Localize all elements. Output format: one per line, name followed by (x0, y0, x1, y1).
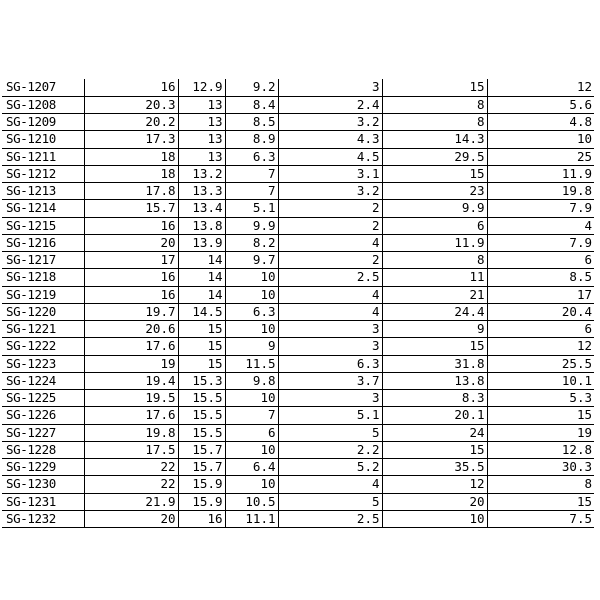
value-cell-1: 19.7 (84, 303, 178, 320)
value-cell-6: 7.9 (487, 200, 594, 217)
value-cell-3: 9.9 (225, 217, 278, 234)
table-row (2, 441, 594, 458)
value-cell-4: 3.2 (278, 114, 382, 131)
value-cell-3: 10 (225, 321, 278, 338)
value-cell-6: 30.3 (487, 459, 594, 476)
value-cell-5: 11 (382, 269, 487, 286)
sample-id-cell: SG-1211 (2, 148, 84, 165)
value-cell-2: 15 (178, 321, 225, 338)
table-row (2, 510, 594, 527)
value-cell-3: 10 (225, 441, 278, 458)
table-row (2, 148, 594, 165)
value-cell-2: 14 (178, 286, 225, 303)
value-cell-1: 17.5 (84, 441, 178, 458)
sample-id-cell: SG-1215 (2, 217, 84, 234)
value-cell-2: 15 (178, 355, 225, 372)
table-row (2, 424, 594, 441)
sample-id-cell: SG-1222 (2, 338, 84, 355)
table-row (2, 459, 594, 476)
table-row (2, 476, 594, 493)
value-cell-4: 3 (278, 321, 382, 338)
value-cell-6: 15 (487, 407, 594, 424)
value-cell-6: 5.6 (487, 96, 594, 113)
value-cell-6: 10.1 (487, 372, 594, 389)
table-row (2, 493, 594, 510)
value-cell-3: 10 (225, 286, 278, 303)
value-cell-3: 8.2 (225, 234, 278, 251)
value-cell-5: 8.3 (382, 390, 487, 407)
value-cell-5: 15 (382, 79, 487, 96)
value-cell-5: 20.1 (382, 407, 487, 424)
value-cell-6: 4.8 (487, 114, 594, 131)
value-cell-4: 6.3 (278, 355, 382, 372)
value-cell-5: 11.9 (382, 234, 487, 251)
value-cell-2: 13.8 (178, 217, 225, 234)
value-cell-5: 8 (382, 252, 487, 269)
value-cell-6: 25 (487, 148, 594, 165)
value-cell-4: 2 (278, 200, 382, 217)
value-cell-4: 5.2 (278, 459, 382, 476)
value-cell-3: 8.4 (225, 96, 278, 113)
value-cell-2: 13.3 (178, 183, 225, 200)
value-cell-6: 12 (487, 338, 594, 355)
value-cell-1: 18 (84, 165, 178, 182)
value-cell-2: 15.7 (178, 441, 225, 458)
sample-id-cell: SG-1218 (2, 269, 84, 286)
value-cell-1: 16 (84, 217, 178, 234)
value-cell-1: 16 (84, 286, 178, 303)
value-cell-6: 8.5 (487, 269, 594, 286)
value-cell-1: 16 (84, 269, 178, 286)
value-cell-6: 15 (487, 493, 594, 510)
value-cell-1: 15.7 (84, 200, 178, 217)
table-row (2, 269, 594, 286)
value-cell-4: 2 (278, 217, 382, 234)
value-cell-1: 20.3 (84, 96, 178, 113)
value-cell-5: 8 (382, 114, 487, 131)
sample-id-cell: SG-1228 (2, 441, 84, 458)
table-row (2, 355, 594, 372)
value-cell-2: 13 (178, 131, 225, 148)
value-cell-4: 4 (278, 476, 382, 493)
value-cell-5: 24.4 (382, 303, 487, 320)
value-cell-1: 17.6 (84, 338, 178, 355)
value-cell-6: 19 (487, 424, 594, 441)
value-cell-1: 16 (84, 79, 178, 96)
value-cell-6: 6 (487, 321, 594, 338)
value-cell-5: 9.9 (382, 200, 487, 217)
value-cell-1: 20.2 (84, 114, 178, 131)
sample-id-cell: SG-1231 (2, 493, 84, 510)
value-cell-3: 10 (225, 390, 278, 407)
value-cell-1: 19.8 (84, 424, 178, 441)
value-cell-4: 2.5 (278, 269, 382, 286)
value-cell-4: 3 (278, 390, 382, 407)
value-cell-3: 5.1 (225, 200, 278, 217)
table-row (2, 372, 594, 389)
value-cell-1: 22 (84, 459, 178, 476)
sample-id-cell: SG-1223 (2, 355, 84, 372)
value-cell-6: 8 (487, 476, 594, 493)
table-row (2, 234, 594, 251)
value-cell-1: 20 (84, 510, 178, 527)
sample-id-cell: SG-1217 (2, 252, 84, 269)
value-cell-2: 13.2 (178, 165, 225, 182)
value-cell-4: 2.5 (278, 510, 382, 527)
value-cell-1: 20 (84, 234, 178, 251)
sample-id-cell: SG-1219 (2, 286, 84, 303)
sample-id-cell: SG-1226 (2, 407, 84, 424)
sample-id-cell: SG-1224 (2, 372, 84, 389)
value-cell-1: 17.3 (84, 131, 178, 148)
sample-id-cell: SG-1225 (2, 390, 84, 407)
sample-id-cell: SG-1212 (2, 165, 84, 182)
value-cell-2: 15.7 (178, 459, 225, 476)
value-cell-3: 11.5 (225, 355, 278, 372)
value-cell-1: 17.6 (84, 407, 178, 424)
value-cell-5: 23 (382, 183, 487, 200)
sample-id-cell: SG-1210 (2, 131, 84, 148)
sample-id-cell: SG-1221 (2, 321, 84, 338)
value-cell-4: 4 (278, 234, 382, 251)
value-cell-4: 3.1 (278, 165, 382, 182)
value-cell-4: 3.2 (278, 183, 382, 200)
value-cell-4: 5.1 (278, 407, 382, 424)
table-row (2, 114, 594, 131)
value-cell-5: 24 (382, 424, 487, 441)
value-cell-1: 22 (84, 476, 178, 493)
value-cell-3: 7 (225, 407, 278, 424)
value-cell-5: 15 (382, 441, 487, 458)
value-cell-4: 5 (278, 424, 382, 441)
table-body (2, 79, 594, 528)
value-cell-5: 12 (382, 476, 487, 493)
value-cell-2: 15 (178, 338, 225, 355)
value-cell-2: 13 (178, 148, 225, 165)
value-cell-5: 9 (382, 321, 487, 338)
sample-id-cell: SG-1230 (2, 476, 84, 493)
value-cell-5: 6 (382, 217, 487, 234)
value-cell-3: 8.5 (225, 114, 278, 131)
value-cell-1: 19.5 (84, 390, 178, 407)
sample-id-cell: SG-1229 (2, 459, 84, 476)
sample-id-cell: SG-1232 (2, 510, 84, 527)
value-cell-5: 10 (382, 510, 487, 527)
value-cell-2: 15.5 (178, 407, 225, 424)
value-cell-4: 4.3 (278, 131, 382, 148)
value-cell-5: 15 (382, 338, 487, 355)
table-row (2, 303, 594, 320)
value-cell-3: 9 (225, 338, 278, 355)
value-cell-1: 19.4 (84, 372, 178, 389)
value-cell-3: 10.5 (225, 493, 278, 510)
value-cell-2: 13.9 (178, 234, 225, 251)
value-cell-6: 10 (487, 131, 594, 148)
value-cell-6: 12 (487, 79, 594, 96)
table-row (2, 183, 594, 200)
value-cell-3: 7 (225, 183, 278, 200)
value-cell-4: 2.4 (278, 96, 382, 113)
value-cell-6: 6 (487, 252, 594, 269)
value-cell-2: 15.5 (178, 424, 225, 441)
sample-id-cell: SG-1207 (2, 79, 84, 96)
value-cell-2: 16 (178, 510, 225, 527)
table-row (2, 79, 594, 96)
sample-id-cell: SG-1216 (2, 234, 84, 251)
table-row (2, 390, 594, 407)
data-table (2, 79, 594, 528)
value-cell-3: 6.3 (225, 148, 278, 165)
value-cell-2: 15.5 (178, 390, 225, 407)
value-cell-4: 4.5 (278, 148, 382, 165)
value-cell-1: 21.9 (84, 493, 178, 510)
value-cell-6: 25.5 (487, 355, 594, 372)
table-row (2, 338, 594, 355)
value-cell-4: 4 (278, 286, 382, 303)
value-cell-3: 8.9 (225, 131, 278, 148)
value-cell-1: 17 (84, 252, 178, 269)
value-cell-6: 17 (487, 286, 594, 303)
value-cell-3: 6.3 (225, 303, 278, 320)
table-row (2, 200, 594, 217)
value-cell-2: 14 (178, 252, 225, 269)
value-cell-2: 15.9 (178, 493, 225, 510)
value-cell-5: 29.5 (382, 148, 487, 165)
sample-id-cell: SG-1220 (2, 303, 84, 320)
value-cell-2: 13.4 (178, 200, 225, 217)
value-cell-5: 8 (382, 96, 487, 113)
value-cell-5: 35.5 (382, 459, 487, 476)
value-cell-3: 6.4 (225, 459, 278, 476)
value-cell-4: 5 (278, 493, 382, 510)
value-cell-6: 7.9 (487, 234, 594, 251)
sample-id-cell: SG-1209 (2, 114, 84, 131)
value-cell-6: 4 (487, 217, 594, 234)
value-cell-4: 4 (278, 303, 382, 320)
value-cell-6: 19.8 (487, 183, 594, 200)
value-cell-3: 9.2 (225, 79, 278, 96)
value-cell-6: 5.3 (487, 390, 594, 407)
value-cell-3: 6 (225, 424, 278, 441)
value-cell-3: 10 (225, 476, 278, 493)
value-cell-4: 2 (278, 252, 382, 269)
value-cell-1: 18 (84, 148, 178, 165)
sample-id-cell: SG-1214 (2, 200, 84, 217)
table-row (2, 252, 594, 269)
value-cell-5: 14.3 (382, 131, 487, 148)
value-cell-4: 3 (278, 338, 382, 355)
value-cell-6: 12.8 (487, 441, 594, 458)
table-row (2, 131, 594, 148)
value-cell-2: 13 (178, 114, 225, 131)
value-cell-5: 15 (382, 165, 487, 182)
value-cell-5: 21 (382, 286, 487, 303)
value-cell-6: 20.4 (487, 303, 594, 320)
table-row (2, 96, 594, 113)
value-cell-2: 14 (178, 269, 225, 286)
value-cell-2: 14.5 (178, 303, 225, 320)
value-cell-2: 15.3 (178, 372, 225, 389)
value-cell-1: 19 (84, 355, 178, 372)
value-cell-2: 12.9 (178, 79, 225, 96)
value-cell-4: 3.7 (278, 372, 382, 389)
value-cell-3: 11.1 (225, 510, 278, 527)
value-cell-3: 9.7 (225, 252, 278, 269)
value-cell-1: 17.8 (84, 183, 178, 200)
table-row (2, 407, 594, 424)
sample-id-cell: SG-1208 (2, 96, 84, 113)
value-cell-3: 9.8 (225, 372, 278, 389)
table-row (2, 286, 594, 303)
value-cell-1: 20.6 (84, 321, 178, 338)
value-cell-5: 13.8 (382, 372, 487, 389)
value-cell-2: 15.9 (178, 476, 225, 493)
table-row (2, 217, 594, 234)
value-cell-5: 31.8 (382, 355, 487, 372)
value-cell-3: 7 (225, 165, 278, 182)
table-row (2, 321, 594, 338)
sample-id-cell: SG-1227 (2, 424, 84, 441)
value-cell-2: 13 (178, 96, 225, 113)
value-cell-6: 11.9 (487, 165, 594, 182)
sample-id-cell: SG-1213 (2, 183, 84, 200)
value-cell-4: 2.2 (278, 441, 382, 458)
value-cell-4: 3 (278, 79, 382, 96)
value-cell-3: 10 (225, 269, 278, 286)
value-cell-5: 20 (382, 493, 487, 510)
table-row (2, 165, 594, 182)
value-cell-6: 7.5 (487, 510, 594, 527)
